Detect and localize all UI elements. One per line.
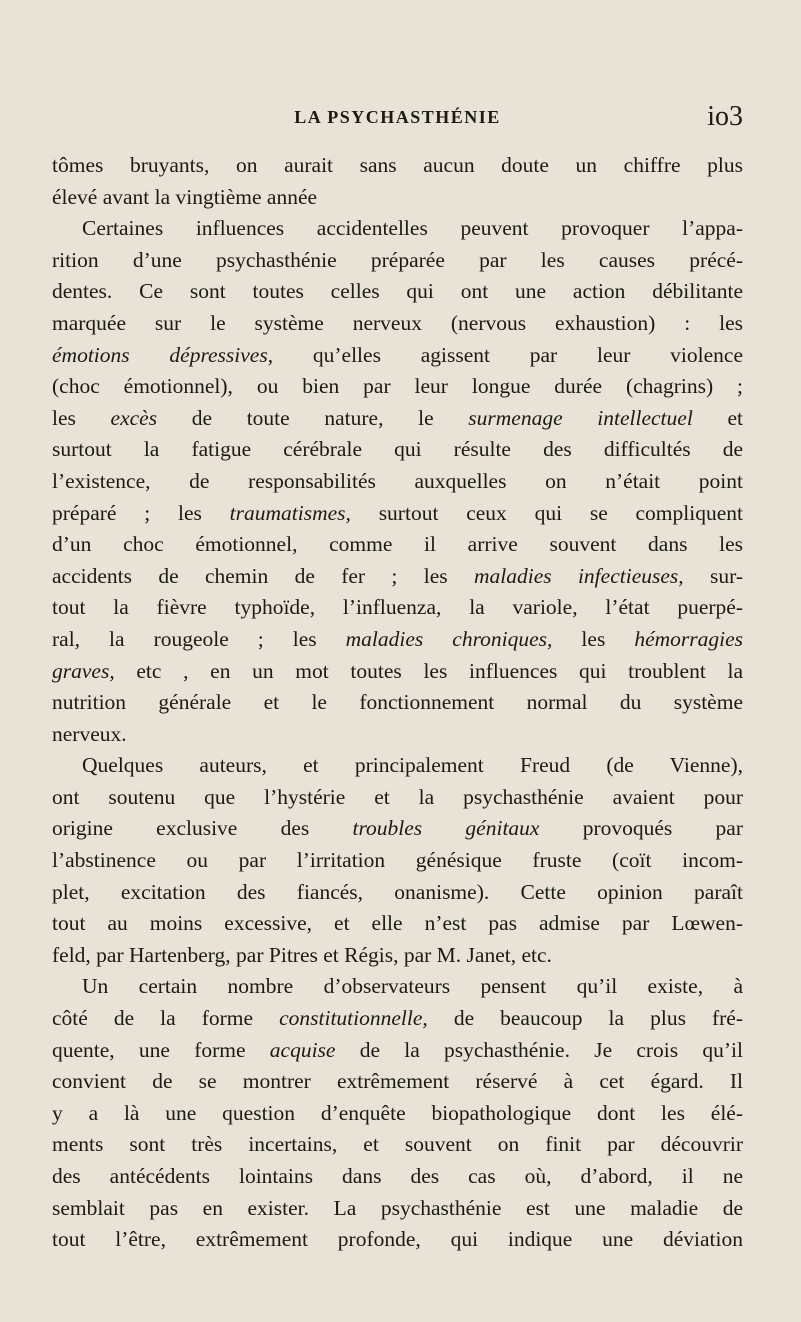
italic-segment: excès <box>110 405 158 430</box>
italic-segment: maladies chroniques, <box>345 626 553 651</box>
running-head <box>52 0 743 147</box>
italic-segment: traumatismes, <box>229 500 351 525</box>
running-title: LA PSYCHASTHÉNIE <box>294 107 501 127</box>
text-line: tout au moins excessive, et elle n’est pas admise par Lœwen- <box>52 911 743 936</box>
italic-segment: surmenage intellectuel <box>468 405 693 430</box>
text-line <box>52 340 743 372</box>
text-line: rition d’une psychasthénie préparée par les causes précé- <box>52 247 743 272</box>
text-segment: côté de la forme <box>52 1006 280 1031</box>
text-line: nutrition générale et le fonctionnement normal du système <box>52 690 743 715</box>
text-line: feld, par Hartenberg, par Pitres et Régis, par M. Janet, etc. <box>52 942 552 967</box>
text-segment: surtout ceux qui se compliquent <box>350 500 743 525</box>
text-segment: les <box>552 626 635 651</box>
text-line <box>52 498 743 530</box>
text-line: ments sont très incertains, et souvent on finit par découvrir <box>52 1132 743 1157</box>
text-line: Certaines influences accidentelles peuvent provoquer l’appa- <box>82 216 743 241</box>
text-line: tômes bruyants, on aurait sans aucun doute un chiffre plus <box>52 153 743 177</box>
page-number: io3 <box>707 101 743 132</box>
text-line: semblait pas en exister. La psychasthénie est une maladie de <box>52 1195 743 1220</box>
italic-segment: hémorragies <box>634 626 743 651</box>
text-line: Quelques auteurs, et principalement Freud (de Vienne), <box>82 753 743 778</box>
italic-segment: constitutionnelle, <box>279 1006 428 1031</box>
text-segment: , qu’elles agissent par leur violence <box>267 342 744 367</box>
text-line <box>52 656 743 688</box>
text-line: Un certain nombre d’observateurs pensent qu’il existe, à <box>82 974 743 999</box>
text-segment: ral, la rougeole ; les <box>52 626 346 651</box>
text-segment: accidents de chemin de fer ; les <box>52 563 474 588</box>
text-line: élevé avant la vingtième année <box>52 184 318 209</box>
text-line: tout la fièvre typhoïde, l’influenza, la variole, l’état puerpé- <box>52 595 743 620</box>
text-line: tout l’être, extrêmement profonde, qui indique une déviation <box>52 1227 743 1252</box>
text-line <box>52 561 743 593</box>
text-line <box>52 403 743 435</box>
text-segment: quente, une forme <box>52 1037 270 1062</box>
text-line: dentes. Ce sont toutes celles qui ont une action débilitante <box>52 279 743 304</box>
italic-segment: acquise <box>269 1037 336 1062</box>
text-line: ont soutenu que l’hystérie et la psychasthénie avaient pour <box>52 784 743 809</box>
text-line: (choc émotionnel), ou bien par leur longue durée (chagrins) ; <box>52 374 743 399</box>
italic-segment: troubles génitaux <box>352 816 540 841</box>
text-line <box>52 813 743 845</box>
text-line: des antécédents lointains dans des cas où, d’abord, il ne <box>52 1164 743 1188</box>
text-segment: de toute nature, le <box>157 405 469 430</box>
text-line: marquée sur le système nerveux (nervous exhaustion) : les <box>52 310 743 335</box>
text-line: d’un choc émotionnel, comme il arrive souvent dans les <box>52 532 743 557</box>
text-segment: sur- <box>683 563 743 588</box>
text-segment: origine exclusive des <box>52 816 353 841</box>
italic-segment: émotions dépressives <box>52 342 268 367</box>
text-segment: etc , en un mot toutes les influences qui troublent la <box>114 658 743 683</box>
text-segment: et <box>692 405 743 430</box>
text-segment: provoqués par <box>539 816 743 841</box>
text-line: l’abstinence ou par l’irritation génésique fruste (coït incom- <box>52 848 743 873</box>
text-segment: de beaucoup la plus fré- <box>427 1006 743 1031</box>
italic-segment: maladies infectieuses, <box>473 563 684 588</box>
text-line: surtout la fatigue cérébrale qui résulte des difficultés de <box>52 437 743 462</box>
text-segment: de la psychasthénie. Je crois qu’il <box>335 1037 743 1062</box>
text-line: y a là une question d’enquête biopathologique dont les élé- <box>52 1100 743 1125</box>
text-line: plet, excitation des fiancés, onanisme). Cette opinion paraît <box>52 879 743 904</box>
text-segment: préparé ; les <box>52 500 230 525</box>
italic-segment: graves, <box>52 658 115 683</box>
text-line: nerveux. <box>52 721 127 746</box>
text-line: convient de se montrer extrêmement réservé à cet égard. Il <box>52 1069 743 1094</box>
text-line <box>52 1003 743 1035</box>
text-segment: les <box>52 405 111 430</box>
text-line <box>52 624 743 656</box>
body-text <box>52 150 743 1256</box>
text-line <box>52 1035 743 1067</box>
text-line: l’existence, de responsabilités auxquelles on n’était point <box>52 468 743 493</box>
